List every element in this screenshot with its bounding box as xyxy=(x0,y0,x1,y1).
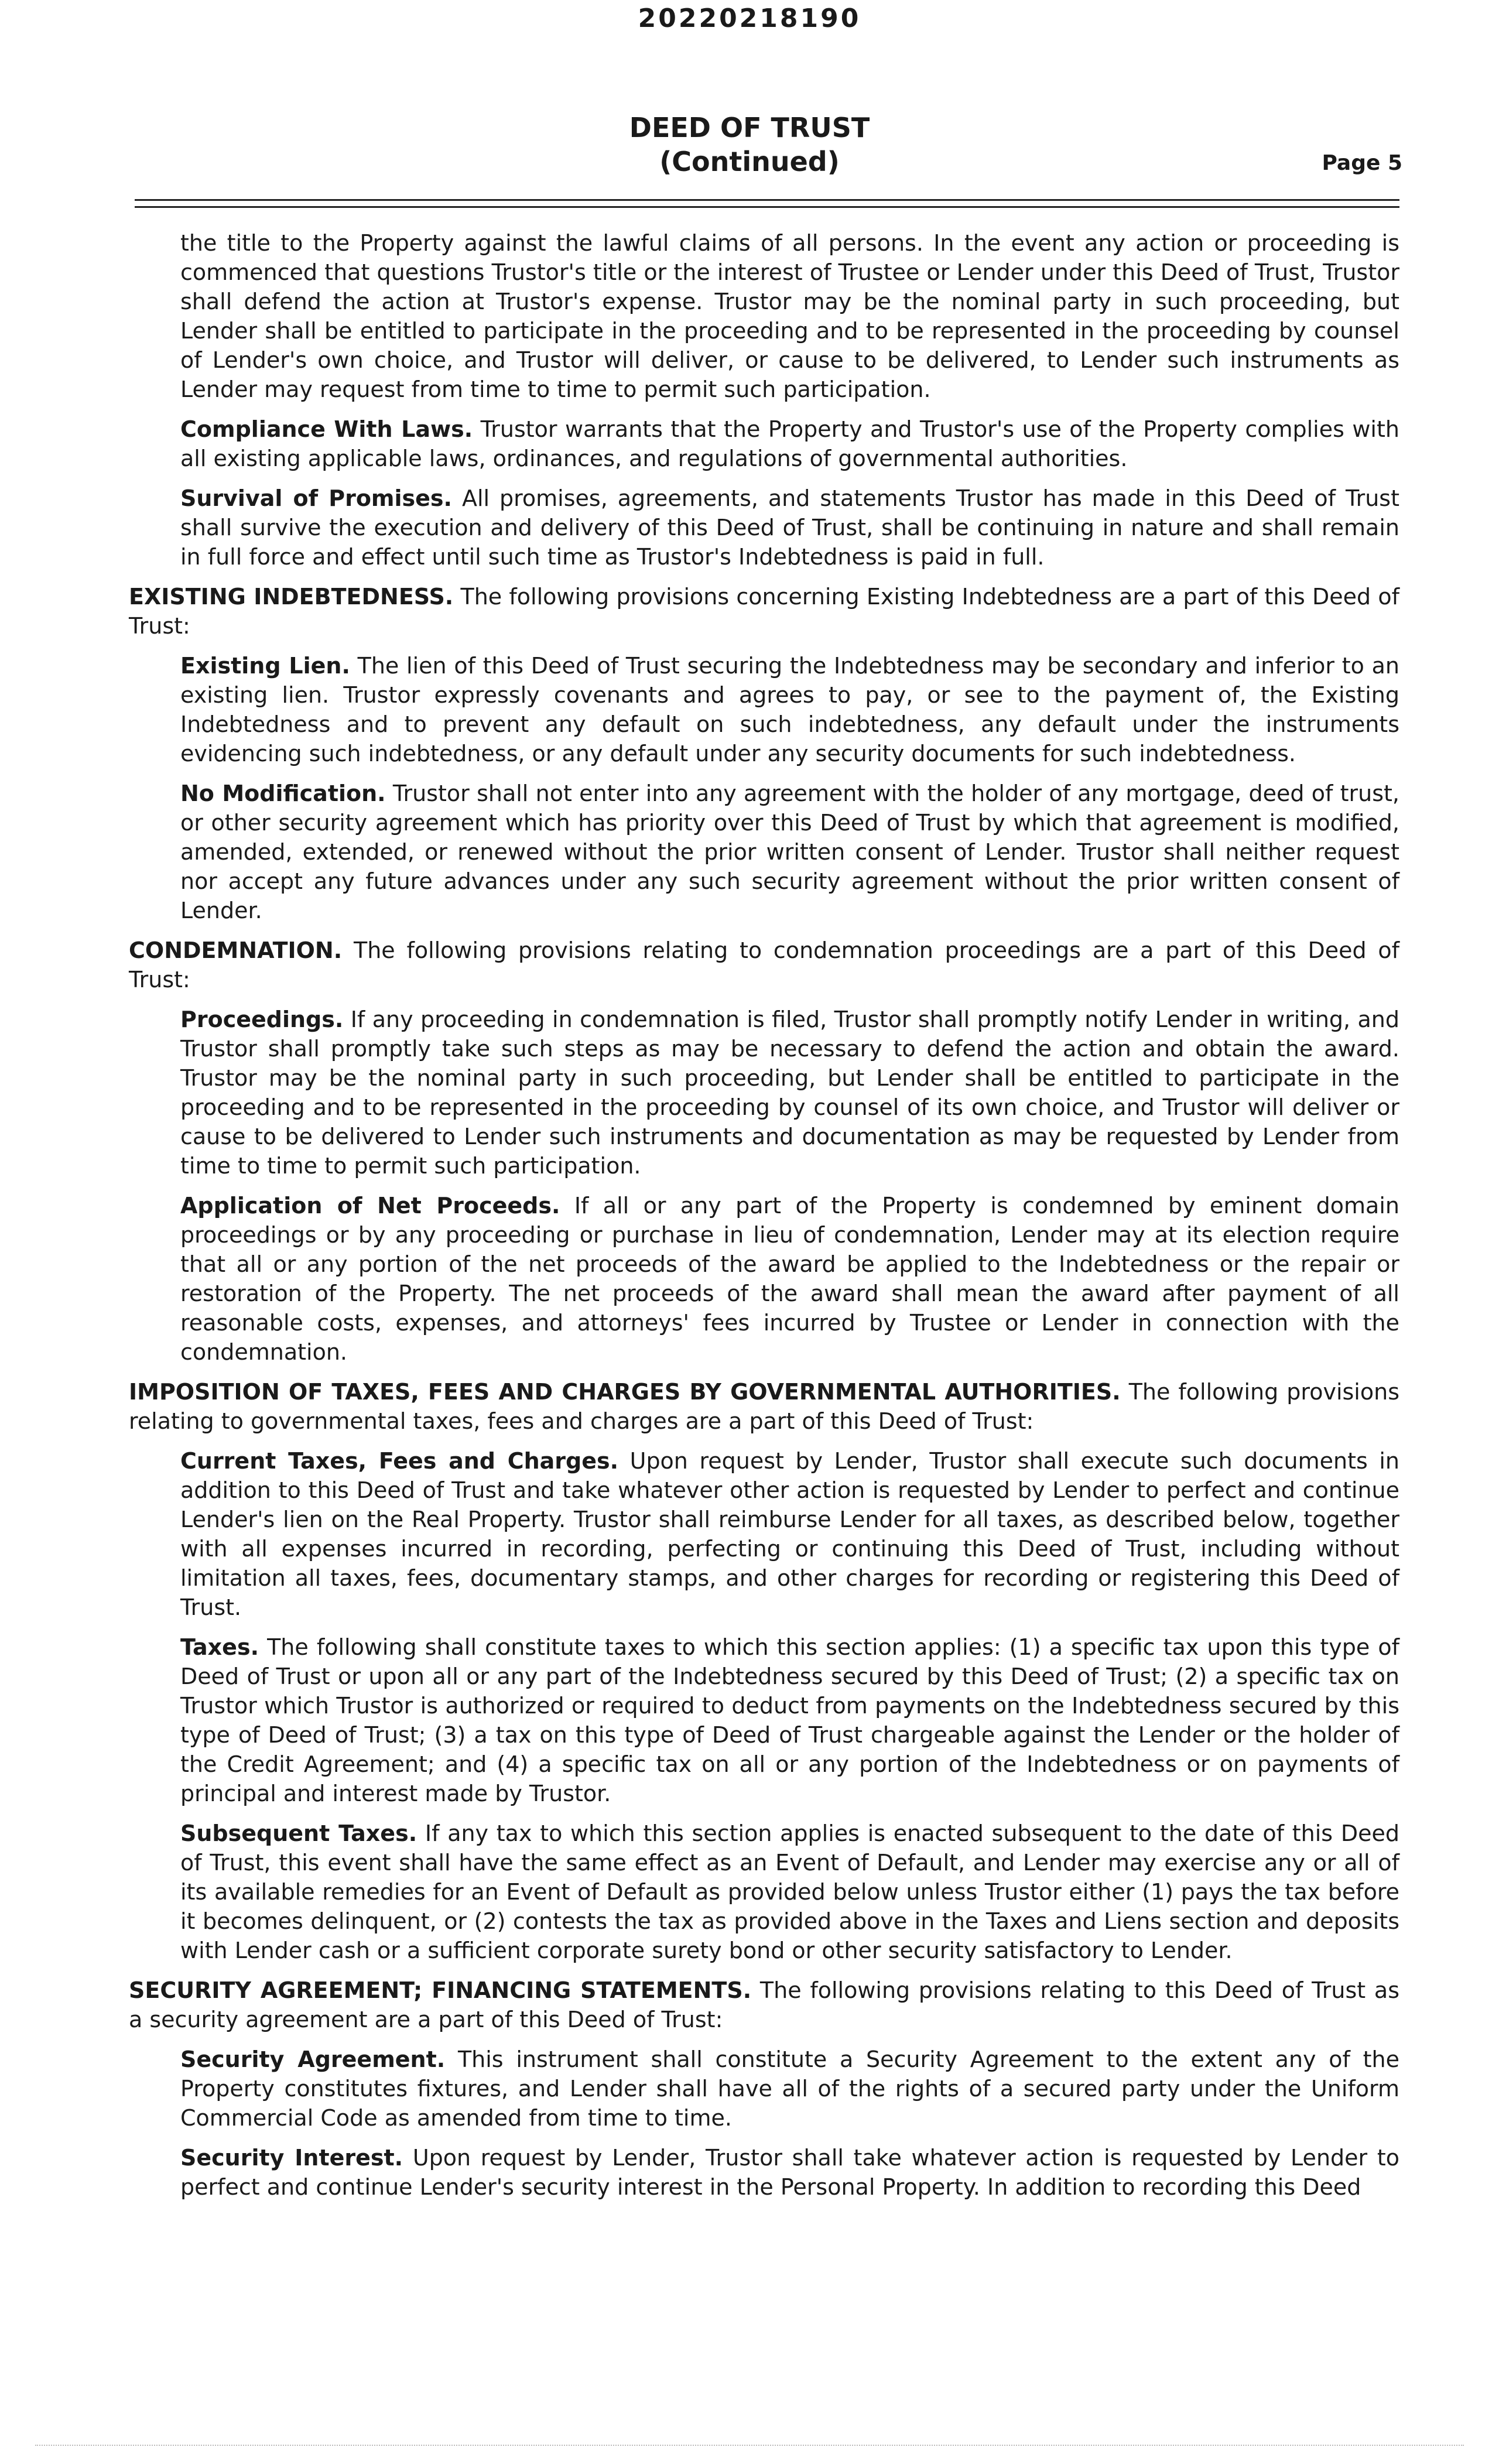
paragraph-heading: Existing Lien. xyxy=(180,653,350,679)
paragraph-text: Trustor shall not enter into any agreement with the holder of any mortgage, deed of trust, or other security agreement which has priority over this Deed of Trust by which that agreement is modified, amended, extended, or renewed without the prior written consent of Lender. Trustor shall neither request nor accept any future advances under any such security agreement without the prior written consent of Lender. xyxy=(180,781,1400,923)
section-text: The following provisions relating to condemnation proceedings are a part of this Deed of Trust: xyxy=(129,937,1399,993)
section-text: The following provisions concerning Existing Indebtedness are a part of this Deed of Trust: xyxy=(129,584,1399,639)
section xyxy=(129,1976,1399,2034)
section-heading: EXISTING INDEBTEDNESS. xyxy=(129,584,454,610)
paragraph xyxy=(180,2045,1399,2133)
paragraph-heading: Subsequent Taxes. xyxy=(180,1820,417,1846)
document-body xyxy=(129,228,1399,2212)
paragraph-heading: Taxes. xyxy=(180,1634,259,1660)
section-heading: SECURITY AGREEMENT; FINANCING STATEMENTS. xyxy=(129,1977,752,2003)
section xyxy=(129,1377,1399,1436)
paragraph-text: This instrument shall constitute a Security Agreement to the extent any of the Property constitutes fixtures, and Lender shall have all of the rights of a secured party under the Uniform Commercial Code as amended from time to time. xyxy=(180,2047,1399,2131)
paragraph-heading: Survival of Promises. xyxy=(180,485,452,511)
paragraph-text: The following shall constitute taxes to which this section applies: (1) a specific tax upon this type of Deed of Trust or upon all or any part of the Indebtedness secured by this Deed of Trust; (2) a specific tax on Trustor which Trustor is authorized or required to deduct from payments on the Indebtedness secured by this type of Deed of Trust; (3) a tax on this type of Deed of Trust chargeable against the Lender or the holder of the Credit Agreement; and (4) a specific tax on all or any portion of the Indebtedness or on payments of principal and interest made by Trustor. xyxy=(180,1634,1399,1806)
paragraph xyxy=(180,1446,1399,1622)
paragraph xyxy=(180,651,1399,768)
paragraph xyxy=(180,1005,1399,1180)
page-title: DEED OF TRUST xyxy=(629,112,870,143)
paragraph xyxy=(180,484,1399,571)
paragraph-text: If any proceeding in condemnation is filed, Trustor shall promptly notify Lender in writing, and Trustor shall promptly take such steps as may be necessary to defend the action and obtain the award. Trustor may be the nominal party in such proceeding, but Lender shall be entitled to participate in the proceeding and to be represented in the proceeding by counsel of its own choice, and Trustor will deliver or cause to be delivered to Lender such instruments and documentation as may be requested by Lender from time to time to permit such participation. xyxy=(180,1007,1399,1179)
paragraph-text: Upon request by Lender, Trustor shall execute such documents in addition to this Deed of Trust and take whatever other action is requested by Lender to perfect and continue Lender's lien on the Real Property. Trustor shall reimburse Lender for all taxes, as described below, together with all expenses incurred in recording, perfecting or continuing this Deed of Trust, including without limitation all taxes, fees, documentary stamps, and other charges for recording or registering this Deed of Trust. xyxy=(180,1448,1399,1620)
page-number: Page 5 xyxy=(1322,151,1402,175)
section xyxy=(129,936,1399,994)
paragraph-text: If any tax to which this section applies is enacted subsequent to the date of this Deed of Trust, this event shall have the same effect as an Event of Default, and Lender may exercise any or all of its available remedies for an Event of Default as provided below unless Trustor either (1) pays the tax before it becomes delinquent, or (2) contests the tax as provided above in the Taxes and Liens section and deposits with Lender cash or a sufficient corporate surety bond or other security satisfactory to Lender. xyxy=(180,1820,1399,1963)
paragraph xyxy=(180,2143,1399,2202)
header-divider xyxy=(135,206,1399,208)
paragraph-text: All promises, agreements, and statements Trustor has made in this Deed of Trust shall survive the execution and delivery of this Deed of Trust, shall be continuing in nature and shall remain in full force and effect until such time as Trustor's Indebtedness is paid in full. xyxy=(180,485,1399,570)
paragraph-heading: Current Taxes, Fees and Charges. xyxy=(180,1448,619,1474)
paragraph xyxy=(180,1191,1399,1367)
paragraph-heading: No Modification. xyxy=(180,781,386,806)
paragraph-text: the title to the Property against the lawful claims of all persons. In the event any action or proceeding is commenced that questions Trustor's title or the interest of Trustee or Lender under this Deed of Trust, Trustor shall defend the action at Trustor's expense. Trustor may be the nominal party in such proceeding, but Lender shall be entitled to participate in the proceeding and to be represented in the proceeding by counsel of Lender's own choice, and Trustor will deliver, or cause to be delivered, to Lender such instruments as Lender may request from time to time to permit such participation. xyxy=(180,230,1399,402)
paragraph-heading: Security Interest. xyxy=(180,2145,403,2171)
paragraph xyxy=(180,1819,1399,1965)
scan-edge-line xyxy=(35,2445,1464,2446)
section-heading: IMPOSITION OF TAXES, FEES AND CHARGES BY GOVERNMENTAL AUTHORITIES. xyxy=(129,1379,1121,1405)
paragraph xyxy=(180,779,1399,925)
paragraph xyxy=(180,228,1399,404)
page-subtitle: (Continued) xyxy=(659,146,840,177)
section-text: The following provisions relating to this Deed of Trust as a security agreement are a part of this Deed of Trust: xyxy=(129,1977,1399,2032)
section xyxy=(129,582,1399,641)
paragraph-heading: Security Agreement. xyxy=(180,2047,446,2072)
paragraph xyxy=(180,1633,1399,1808)
section-heading: CONDEMNATION. xyxy=(129,937,343,963)
header-divider xyxy=(135,199,1399,201)
paragraph-text: Trustor warrants that the Property and Trustor's use of the Property complies with all existing applicable laws, ordinances, and regulations of governmental authorities. xyxy=(180,416,1399,471)
paragraph-text: If all or any part of the Property is condemned by eminent domain proceedings or by any proceeding or purchase in lieu of condemnation, Lender may at its election require that all or any portion of the net proceeds of the award be applied to the Indebtedness or the repair or restoration of the Property. The net proceeds of the award shall mean the award after payment of all reasonable costs, expenses, and attorneys' fees incurred by Trustee or Lender in connection with the condemnation. xyxy=(180,1193,1399,1365)
paragraph-heading: Proceedings. xyxy=(180,1007,344,1032)
paragraph-text: Upon request by Lender, Trustor shall take whatever action is requested by Lender to perfect and continue Lender's security interest in the Personal Property. In addition to recording this Deed xyxy=(180,2145,1399,2200)
paragraph-text: The lien of this Deed of Trust securing the Indebtedness may be secondary and inferior to an existing lien. Trustor expressly covenants and agrees to pay, or see to the payment of, the Existing Indebtedness and to prevent any default on such indebtedness, any default under the instruments evidencing such indebtedness, or any default under any security documents for such indebtedness. xyxy=(180,653,1399,766)
section-text: The following provisions relating to governmental taxes, fees and charges are a part of this Deed of Trust: xyxy=(129,1379,1399,1434)
paragraph-heading: Compliance With Laws. xyxy=(180,416,473,442)
paragraph-heading: Application of Net Proceeds. xyxy=(180,1193,560,1219)
paragraph xyxy=(180,415,1399,473)
document-number: 20220218190 xyxy=(638,4,861,33)
